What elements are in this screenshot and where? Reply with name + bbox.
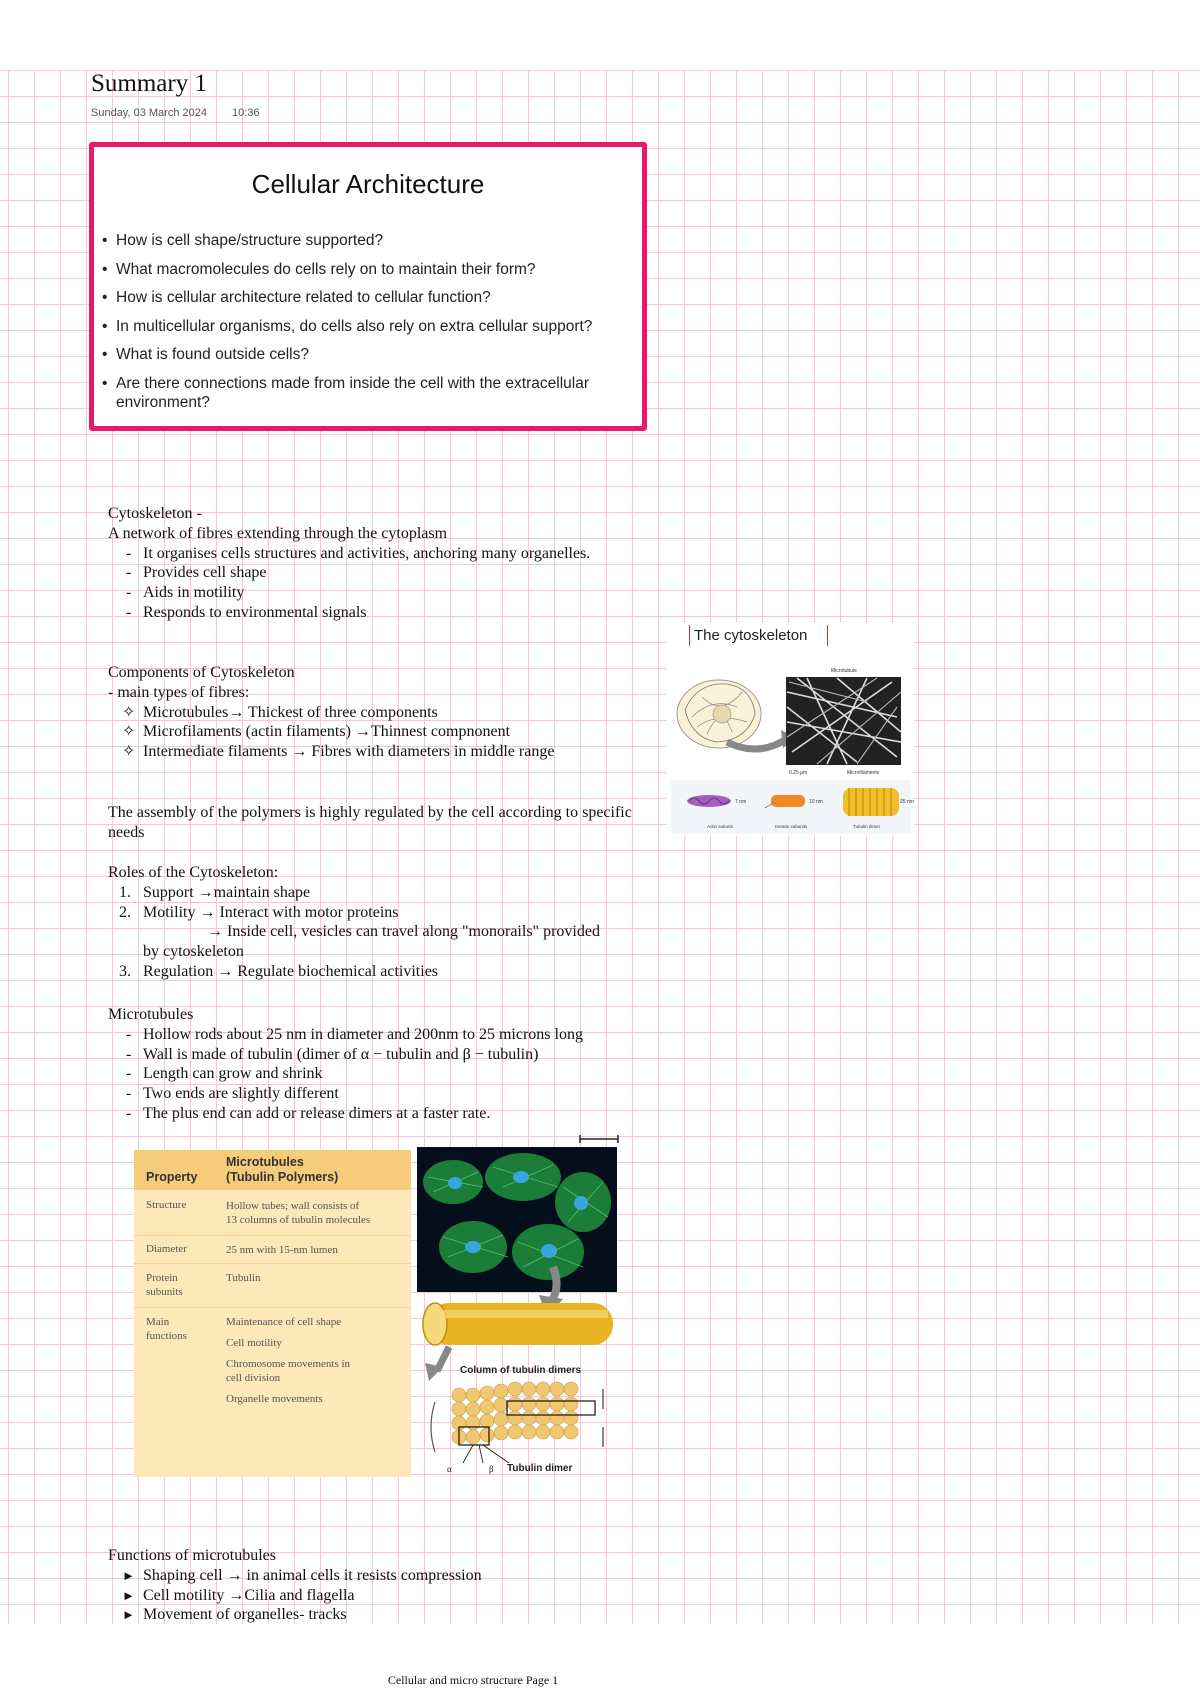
beta-label: β [489,1464,494,1474]
item-text: Motility → Interact with motor proteins [143,903,399,921]
list-item: - The plus end can add or release dimers at a faster rate. [108,1104,688,1124]
size-label: 25 nm [900,799,914,805]
microtubule-diagram [413,1127,623,1477]
figure-label: The cytoskeleton [689,625,828,646]
list-item: ► Movement of organelles- tracks [108,1605,668,1625]
question-list [102,231,646,422]
item-extra: by cytoskeleton [143,943,244,961]
section-heading: Microtubules [108,1006,194,1023]
tubulin-lattice [431,1382,603,1463]
subunit-label: Keratin subunits [775,824,808,829]
list-item [108,883,668,903]
size-label: 7 nm [735,799,747,805]
list-item: - Wall is made of tubulin (dimer of α − tubulin and β − tubulin) [108,1045,688,1065]
list-item: ✧ Intermediate filaments → Fibres with diameters in middle range [108,742,668,762]
table-row [134,1263,411,1308]
cytoskeleton-figure [667,622,914,836]
actin-filament [687,795,731,807]
page-footer: Cellular and micro structure Page 1 [387,1673,559,1687]
microtubules-points [108,1025,688,1124]
item-text: Support →maintain shape [143,883,311,901]
question-item: • What macromolecules do cells rely on to maintain their form? [102,260,646,279]
functions-list [108,1566,668,1625]
column-label: Column of tubulin dimers [460,1365,582,1376]
question-item: • Are there connections made from inside the cell with the extracellular environment? [102,374,646,412]
date-text: Sunday, 03 March 2024 [91,107,207,119]
functions-section [108,1546,668,1625]
list-item: ✧ Microfilaments (actin filaments) →Thinnest compnonent [108,722,668,742]
row-key [146,1315,187,1343]
cell-drawing [677,680,761,748]
key-line: functions [146,1330,187,1342]
subheading-text: - main types of fibres: [108,683,250,701]
components-section [108,663,668,762]
list-item: ► Cell motility →Cilia and flagella [108,1586,668,1606]
components-list [108,703,668,762]
list-item: - Responds to environmental signals [108,603,668,623]
page-title: Summary 1 [91,70,207,97]
microtubules-figure [133,1127,623,1477]
item-number: 1. [119,883,131,901]
scale-label: 0.25 µm [789,770,808,776]
item-number: 2. [119,903,131,921]
row-value: 25 nm with 15-nm lumen [226,1244,338,1256]
list-item [108,962,668,982]
list-item: - It organises cells structures and activities, anchoring many organelles. [108,544,668,564]
dimer-label: Tubulin dimer [507,1463,573,1474]
subunit-label: Actin subunit [707,824,733,829]
property-table [134,1150,411,1477]
cytoskeleton-points [108,544,668,623]
list-item: - Length can grow and shrink [108,1064,688,1084]
question-item: • What is found outside cells? [102,345,646,364]
header-col-line2: (Tubulin Polymers) [226,1170,339,1184]
value-line: Hollow tubes; wall consists of [226,1200,360,1212]
table-header [134,1150,411,1190]
key-line: Protein [146,1272,178,1284]
row-value [226,1315,406,1406]
question-item: • In multicellular organisms, do cells also rely on extra cellular support? [102,317,646,336]
row-value: Tubulin [226,1272,261,1284]
table-row [134,1307,411,1477]
question-item: • How is cell shape/structure supported? [102,231,646,250]
value-line: 13 columns of tubulin molecules [226,1214,371,1226]
value-line: Organelle movements [226,1393,323,1405]
header-background [0,0,1200,70]
definition-text: A network of fibres extending through the cytoplasm [108,524,448,542]
cellular-architecture-slide [89,142,647,431]
header-property: Property [146,1170,198,1184]
alpha-label: α [447,1464,452,1474]
microtubule-label: Microtubule [831,668,857,674]
list-item: ► Shaping cell → in animal cells it resists compression [108,1566,668,1586]
assembly-text: The assembly of the polymers is highly regulated by the cell according to specific needs [108,804,632,841]
key-line: Main [146,1316,170,1328]
page-date [91,107,282,119]
roles-section [108,863,668,982]
microtubule-model [843,788,899,816]
item-number: 3. [119,962,131,980]
size-label: 10 nm [809,799,823,805]
section-heading: Components of Cytoskeleton [108,664,295,681]
roles-list [108,883,668,982]
question-item: • How is cellular architecture related to cellular function? [102,288,646,307]
cytoskeleton-section [108,504,668,623]
item-text: Regulation → Regulate biochemical activities [143,962,439,980]
key-line: subunits [146,1286,183,1298]
list-item: - Provides cell shape [108,563,668,583]
cytoskeleton-illustration [667,622,914,836]
microtubule-cylinder [429,1303,613,1345]
value-line: cell division [226,1372,281,1384]
row-value [226,1199,406,1227]
row-key [146,1271,183,1299]
list-item: - Aids in motility [108,583,668,603]
section-heading: Roles of the Cytoskeleton: [108,864,279,881]
section-heading: Cytoskeleton - [108,505,202,522]
microfilaments-label: Microfilaments [847,770,880,776]
table-row [134,1235,411,1264]
list-item: - Hollow rods about 25 nm in diameter and 200nm to 25 microns long [108,1025,688,1045]
time-text: 10:36 [232,107,260,119]
list-item [108,903,668,962]
table-row [134,1190,411,1236]
value-line: Chromosome movements in [226,1358,351,1370]
subunit-label: Tubulin dimer [853,824,881,829]
value-line: Maintenance of cell shape [226,1316,342,1328]
list-item: ✧ Microtubules→ Thickest of three components [108,703,668,723]
item-extra: → Inside cell, vesicles can travel along "monorails" provided [207,923,600,941]
list-item: - Two ends are slightly different [108,1084,688,1104]
header-col-line1: Microtubules [226,1155,304,1169]
value-line: Cell motility [226,1337,282,1349]
row-key: Structure [146,1199,187,1211]
section-heading: Functions of microtubules [108,1547,276,1564]
row-key: Diameter [146,1243,187,1255]
microtubules-section [108,1005,688,1124]
slide-title: Cellular Architecture [251,169,485,199]
